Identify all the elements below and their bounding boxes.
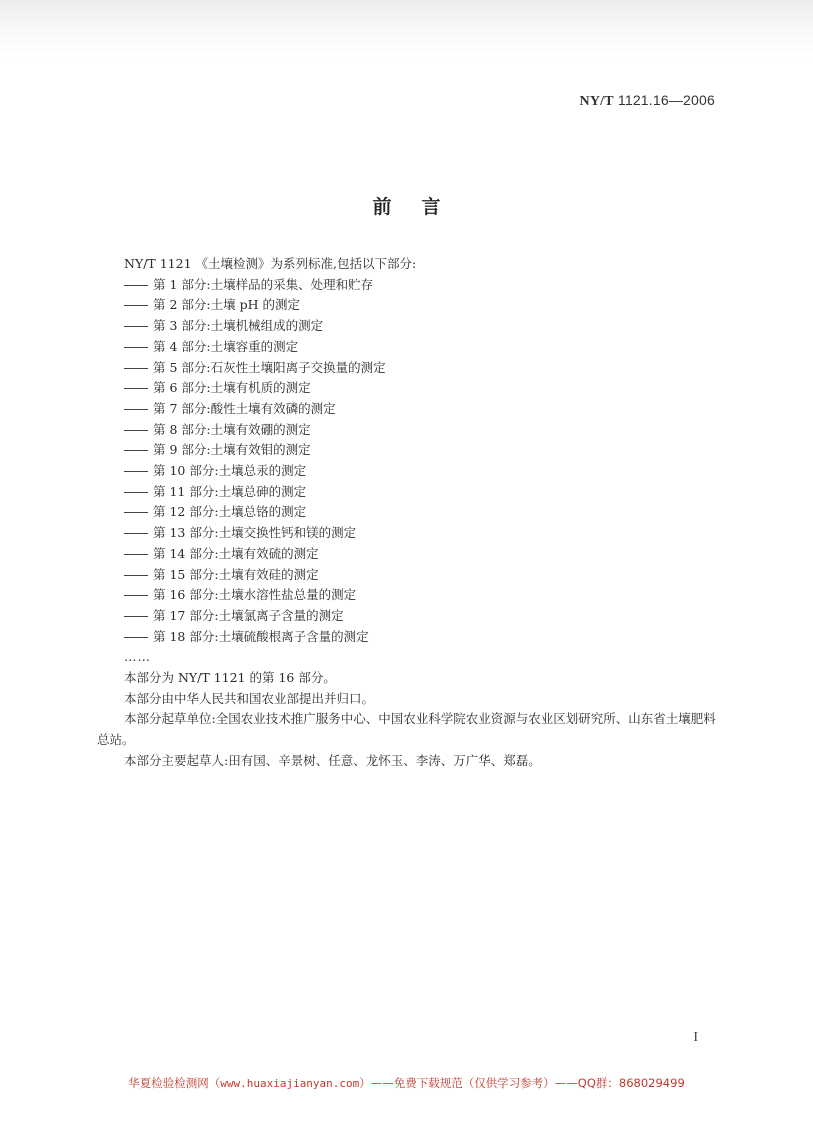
part-label: 第 14 部分:土壤有效硫的测定 <box>153 545 319 561</box>
page-title: 前言 <box>372 196 471 218</box>
part-item <box>97 378 722 399</box>
part-label: 第 2 部分:土壤 pH 的测定 <box>153 297 300 313</box>
part-item <box>97 585 722 606</box>
dash-mark <box>124 502 153 523</box>
footer-url: www.huaxiajianyan.com <box>220 1077 360 1090</box>
dash-mark <box>124 606 153 627</box>
document-body <box>97 254 722 772</box>
part-label: 第 10 部分:土壤总汞的测定 <box>153 463 307 479</box>
footer-qq: 868029499 <box>618 1076 685 1090</box>
dash-mark <box>124 585 153 606</box>
parts-list <box>97 275 722 648</box>
part-item <box>97 358 722 379</box>
part-label: 第 17 部分:土壤氯离子含量的测定 <box>153 607 344 623</box>
part-label: 第 9 部分:土壤有效钼的测定 <box>153 442 311 458</box>
dash-mark <box>124 440 153 461</box>
part-label: 第 5 部分:石灰性土壤阳离子交换量的测定 <box>153 359 386 375</box>
standard-number: 1121.16—2006 <box>613 92 715 108</box>
part-item <box>97 523 722 544</box>
part-label: 第 1 部分:土壤样品的采集、处理和贮存 <box>153 276 374 292</box>
dash-mark <box>124 358 153 379</box>
dash-mark <box>124 565 153 586</box>
dash-mark <box>124 461 153 482</box>
footer-text-a: 华夏检验检测网（ <box>128 1076 221 1090</box>
dash-mark <box>124 295 153 316</box>
dash-mark <box>124 482 153 503</box>
part-item <box>97 399 722 420</box>
part-label: 第 3 部分:土壤机械组成的测定 <box>153 318 324 334</box>
dash-mark <box>124 378 153 399</box>
part-item <box>97 440 722 461</box>
part-label: 第 11 部分:土壤总砷的测定 <box>153 483 307 499</box>
dash-mark <box>124 275 153 296</box>
part-item <box>97 337 722 358</box>
page-number: I <box>693 1030 698 1045</box>
footer-text-b: ）——免费下载规范（仅供学习参考）——QQ群： <box>359 1076 619 1090</box>
part-item <box>97 544 722 565</box>
part-item <box>97 502 722 523</box>
footer-watermark <box>0 1075 813 1091</box>
part-item <box>97 482 722 503</box>
dash-mark <box>124 337 153 358</box>
part-label: 第 12 部分:土壤总铬的测定 <box>153 504 307 520</box>
dash-mark <box>124 316 153 337</box>
part-label: 第 8 部分:土壤有效硼的测定 <box>153 421 311 437</box>
part-label: 第 18 部分:土壤硫酸根离子含量的测定 <box>153 628 369 644</box>
standard-code <box>580 92 715 110</box>
part-item <box>97 295 722 316</box>
part-item <box>97 316 722 337</box>
paragraph-proposer: 本部分由中华人民共和国农业部提出并归口。 <box>124 690 375 706</box>
part-label: 第 7 部分:酸性土壤有效磷的测定 <box>153 400 336 416</box>
dash-mark <box>124 523 153 544</box>
dash-mark <box>124 420 153 441</box>
part-label: 第 15 部分:土壤有效硅的测定 <box>153 566 319 582</box>
ellipsis: …… <box>124 649 151 665</box>
part-item <box>97 565 722 586</box>
dash-mark <box>124 399 153 420</box>
paragraph-part-statement: 本部分为 NY/T 1121 的第 16 部分。 <box>124 670 336 686</box>
scan-shadow <box>0 0 813 60</box>
part-item <box>97 461 722 482</box>
paragraph-drafters: 本部分主要起草人:田有国、辛景树、任意、龙怀玉、李涛、万广华、郑磊。 <box>124 752 541 768</box>
part-label: 第 13 部分:土壤交换性钙和镁的测定 <box>153 525 357 541</box>
standard-prefix: NY/T <box>579 94 614 109</box>
intro-line: NY/T 1121 《土壤检测》为系列标准,包括以下部分: <box>124 256 417 271</box>
part-item <box>97 420 722 441</box>
part-item <box>97 606 722 627</box>
paragraph-drafting-units: 本部分起草单位:全国农业技术推广服务中心、中国农业科学院农业资源与农业区划研究所、山东省土壤肥料总站。 <box>97 711 716 748</box>
dash-mark <box>124 544 153 565</box>
part-label: 第 6 部分:土壤有机质的测定 <box>153 380 311 396</box>
part-item <box>97 627 722 648</box>
part-label: 第 16 部分:土壤水溶性盐总量的测定 <box>153 587 357 603</box>
dash-mark <box>124 627 153 648</box>
part-item <box>97 275 722 296</box>
part-label: 第 4 部分:土壤容重的测定 <box>153 338 299 354</box>
